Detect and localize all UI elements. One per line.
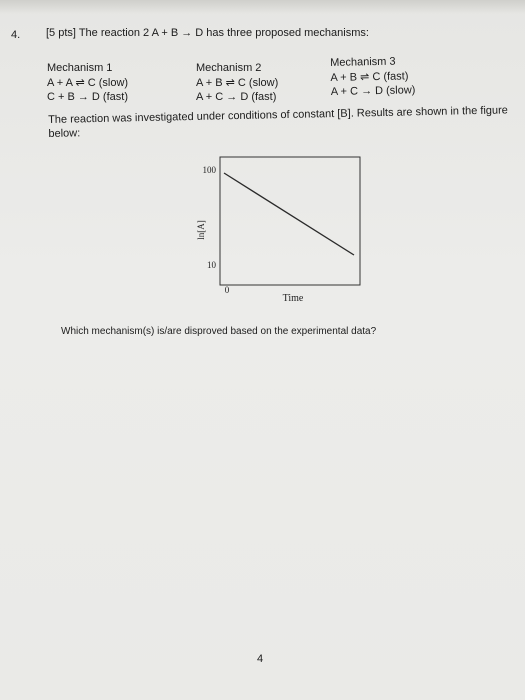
- mechanism-2: [196, 61, 278, 104]
- question-prompt: Which mechanism(s) is/are disproved based on the experimental data?: [61, 326, 377, 337]
- mechanism-title: Mechanism 3: [330, 55, 396, 69]
- mechanism-step: A + B ⇌ C (fast): [330, 70, 409, 84]
- x-tick-label: 0: [224, 285, 230, 295]
- graph-frame: [220, 157, 360, 285]
- x-axis-label: Time: [282, 293, 304, 304]
- y-tick-label: 100: [202, 165, 216, 175]
- mechanism-step: C + B → D (fast): [47, 91, 128, 103]
- page-top-shadow: [0, 0, 525, 14]
- data-line: [224, 173, 354, 255]
- y-axis-label: ln[A]: [196, 220, 206, 240]
- mechanism-step: A + C → D (fast): [196, 91, 277, 103]
- page-number: 4: [257, 653, 264, 665]
- mechanism-title: Mechanism 2: [196, 62, 262, 74]
- question-setup: The reaction was investigated under conditions of constant [B]. Results are shown in the figure below:: [48, 104, 508, 140]
- mechanism-title: Mechanism 1: [47, 62, 113, 74]
- question-header: [5 pts] The reaction 2 A + B → D has three proposed mechanisms:: [46, 27, 369, 39]
- mechanism-step: A + B ⇌ C (slow): [196, 77, 279, 89]
- mechanism-3: [330, 54, 416, 99]
- ln-concentration-graph: [176, 155, 376, 310]
- mechanism-1: [47, 61, 128, 104]
- y-tick-label: 10: [207, 260, 216, 270]
- mechanism-step: A + A ⇌ C (slow): [47, 77, 129, 89]
- question-number: 4.: [11, 29, 21, 41]
- mechanism-step: A + C → D (slow): [330, 84, 416, 98]
